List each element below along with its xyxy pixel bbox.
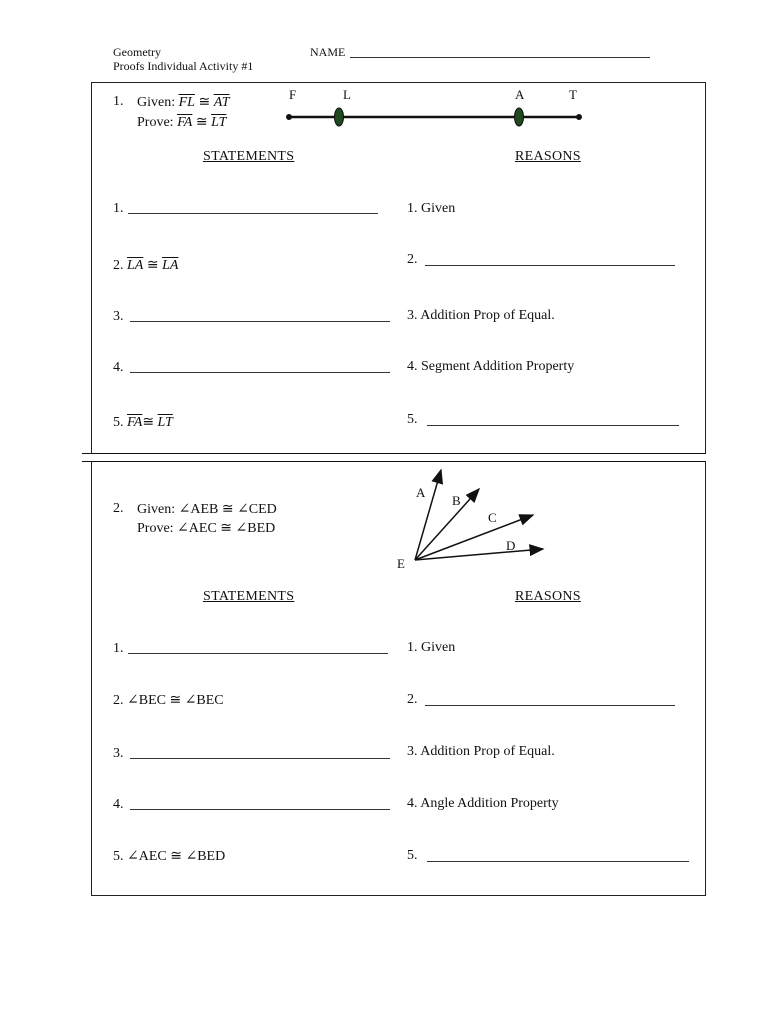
p2-statement-3-num: 3. — [113, 746, 124, 761]
p2-statement-3-blank[interactable] — [130, 758, 390, 759]
label-f: F — [289, 87, 297, 102]
activity-title: Proofs Individual Activity #1 — [113, 59, 254, 73]
segment-at: $\overline{AT}$ — [213, 95, 230, 110]
reason-num: 4. — [407, 359, 418, 374]
statement-num: 2. — [113, 258, 124, 273]
congruent-symbol: ≅ — [198, 95, 211, 110]
p1-reasons-header: REASONS — [515, 149, 581, 164]
label-t: T — [569, 87, 577, 102]
p2-given: Given: ∠AEB ≅ ∠CED — [137, 502, 277, 517]
p2-statement-5 — [113, 848, 225, 865]
p2-statement-1-num: 1. — [113, 641, 124, 656]
reason-num: 4. — [407, 796, 418, 811]
p2-statement-4-blank[interactable] — [130, 809, 390, 810]
p2-reasons-header: REASONS — [515, 589, 581, 604]
congruent-symbol: ≅ — [142, 415, 155, 430]
label-a: A — [416, 485, 426, 500]
p1-statement-1-num: 1. — [113, 201, 124, 216]
congruent-symbol: ≅ — [195, 115, 208, 130]
p2-number: 2. — [113, 501, 124, 516]
p2-reason-4 — [407, 796, 559, 812]
p1-reason-2-num: 2. — [407, 252, 418, 267]
reason-num: 1. — [407, 640, 418, 655]
p2-statement-1-blank[interactable] — [128, 653, 388, 654]
reason-text: Angle Addition Property — [420, 796, 559, 811]
label-a: A — [515, 87, 525, 102]
p2-statement-2 — [113, 692, 224, 709]
reason-num: 1. — [407, 201, 418, 216]
segment-lt: $\overline{LT}$ — [211, 115, 227, 130]
label-l: L — [343, 87, 351, 102]
statement-text: ∠AEC ≅ ∠BED — [127, 849, 226, 864]
reason-text: Segment Addition Property — [421, 359, 575, 374]
statement-num: 5. — [113, 849, 124, 864]
segment-fa: $\overline{FA}$ — [177, 115, 193, 130]
p1-statement-3-num: 3. — [113, 309, 124, 324]
segment-fl: $\overline{FL}$ — [178, 95, 195, 110]
p2-prove: Prove: ∠AEC ≅ ∠BED — [137, 521, 276, 536]
segment-fa: $\overline{FA}$ — [127, 415, 143, 430]
p2-reason-3 — [407, 744, 555, 760]
p1-number: 1. — [113, 94, 124, 109]
subject-title: Geometry — [113, 45, 161, 59]
p1-reason-5-num: 5. — [407, 412, 418, 427]
label-c: C — [488, 510, 497, 525]
statement-num: 2. — [113, 693, 124, 708]
reason-num: 3. — [407, 744, 418, 759]
label-d: D — [506, 538, 516, 553]
segment-la: $\overline{LA}$ — [162, 258, 179, 273]
p1-statement-4-num: 4. — [113, 360, 124, 375]
name-label: NAME — [310, 45, 346, 59]
given-label: Given: — [137, 95, 176, 110]
reason-num: 3. — [407, 308, 418, 323]
congruent-symbol: ≅ — [146, 258, 159, 273]
reason-text: Addition Prop of Equal. — [420, 308, 555, 323]
statement-text: ∠BEC ≅ ∠BEC — [127, 693, 224, 708]
p2-reason-1 — [407, 640, 455, 656]
p2-reason-2-blank[interactable] — [425, 705, 675, 706]
reason-text: Given — [421, 640, 456, 655]
segment-la: $\overline{LA}$ — [127, 258, 144, 273]
ray-ed — [415, 549, 543, 560]
prove-label: Prove: — [137, 115, 174, 130]
segment-lt: $\overline{LT}$ — [157, 415, 173, 430]
reason-text: Given — [421, 201, 456, 216]
statement-num: 5. — [113, 415, 124, 430]
p1-statements-header: STATEMENTS — [203, 149, 295, 164]
p2-statements-header: STATEMENTS — [203, 589, 295, 604]
p2-reason-5-blank[interactable] — [427, 861, 689, 862]
reason-text: Addition Prop of Equal. — [420, 744, 555, 759]
p2-reason-2-num: 2. — [407, 692, 418, 707]
label-e: E — [397, 556, 405, 571]
p2-reason-5-num: 5. — [407, 848, 418, 863]
p2-statement-4-num: 4. — [113, 797, 124, 812]
label-b: B — [452, 493, 461, 508]
